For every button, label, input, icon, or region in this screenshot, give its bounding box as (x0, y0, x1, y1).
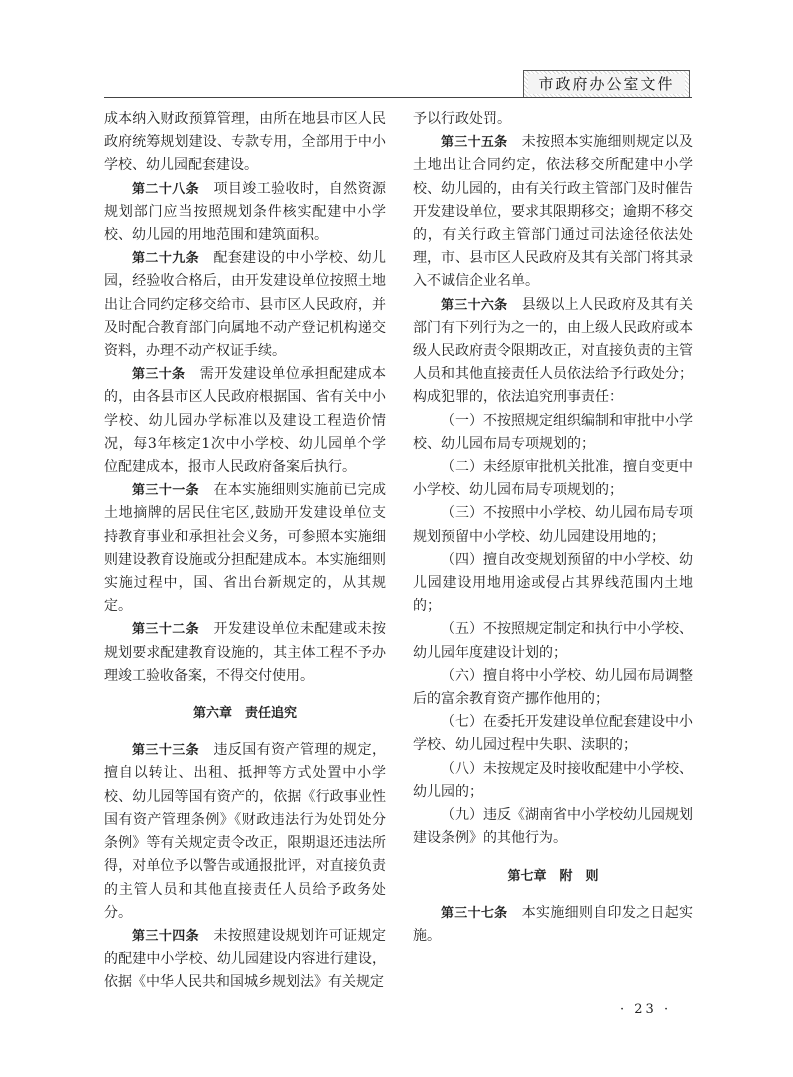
header-rule (104, 97, 692, 98)
header-title-box (523, 70, 690, 98)
article-text: 县级以上人民政府及其有关部门有下列行为之一的，由上级人民政府或本级人民政府责令限期改正，对直接负责的主管人员和其他直接责任人员依法给予行政处分；构成犯罪的，依法追究刑事责任： (413, 296, 693, 406)
article-36 (413, 294, 693, 410)
article-30 (104, 363, 386, 479)
article-text: 未按照建设规划许可证规定的配建中小学校、幼儿园建设内容进行建设，依据《中华人民共和国城乡规划法》有关规定 (104, 927, 387, 991)
article-33 (104, 739, 386, 925)
list-item: （二）未经原审批机关批准，擅自变更中小学校、幼儿园布局专项规划的； (413, 459, 693, 499)
list-item: （三）不按照中小学校、幼儿园布局专项规划预留中小学校、幼儿园建设用地的； (413, 505, 693, 545)
list-item: （五）不按照规定制定和执行中小学校、幼儿园年度建设计划的； (413, 621, 693, 661)
article-text: 需开发建设单位承担配建成本的，由各县市区人民政府根据国、省有关中小学校、幼儿园办学标准以及建设工程造价情况，每3年核定1次中小学校、幼儿园单个学位配建成本，报市人民政府备案后执行。 (104, 366, 387, 476)
header-title: 市政府办公室文件 (528, 74, 685, 94)
article-label: 第三十六条 (441, 297, 508, 313)
article-label: 第三十一条 (132, 483, 200, 499)
article-text: 本实施细则自印发之日起实施。 (413, 904, 693, 944)
article-28 (104, 178, 386, 248)
paragraph: 成本纳入财政预算管理，由所在地县市区人民政府统筹规划建设、专款专用，全部用于中小学校、幼儿园配套建设。 (104, 111, 386, 174)
article-label: 第三十五条 (441, 135, 508, 151)
article-label: 第三十三条 (132, 743, 200, 759)
article-35 (413, 131, 693, 293)
article-text: 项目竣工验收时，自然资源规划部门应当按照规划条件核实配建中小学校、幼儿园的用地范围和建筑面积。 (104, 180, 387, 244)
article-label: 第二十八条 (132, 181, 200, 197)
article-34 (104, 925, 386, 995)
list-item: （六）擅自将中小学校、幼儿园布局调整后的富余教育资产挪作他用的； (413, 667, 693, 708)
list-item: （一）不按照规定组织编制和审批中小学校、幼儿园布局专项规划的； (413, 412, 693, 452)
article-text: 违反国有资产管理的规定，擅自以转让、出租、抵押等方式处置中小学校、幼儿园等国有资产的，依据《行政事业性国有资产管理条例》《财政违法行为处罚处分条例》等有关规定责令改正，限期退还违法所得，对单位予以警告或通报批评，对直接负责的主管人员和其他直接责任人员给予政务处分。 (104, 742, 387, 921)
article-text: 配套建设的中小学校、幼儿园，经验收合格后，由开发建设单位按照土地出让合同约定移交给市、县市区人民政府，并及时配合教育部门向属地不动产登记机构递交资料，办理不动产权证手续。 (104, 250, 387, 360)
article-label: 第三十七条 (441, 905, 508, 921)
chapter-heading: 第六章 责任追究 (192, 706, 297, 722)
article-label: 第二十九条 (132, 251, 200, 267)
page-number: · 23 · (620, 1002, 672, 1017)
article-text: 在本实施细则实施前已完成土地摘牌的居民住宅区,鼓励开发建设单位支持教育事业和承担社会义务，可参照本实施细则建设教育设施或分担配建成本。本实施细则实施过程中，国、省出台新规定的，从其规定。 (104, 482, 387, 615)
article-32 (104, 618, 386, 688)
list-item: （九）违反《湖南省中小学校幼儿园规划建设条例》的其他行为。 (413, 807, 693, 847)
left-column (104, 108, 386, 995)
article-text: 开发建设单位未配建或未按规划要求配建教育设施的，其主体工程不予办理竣工验收备案，不得交付使用。 (104, 621, 387, 684)
article-29 (104, 247, 386, 363)
list-item: （四）擅自改变规划预留的中小学校、幼儿园建设用地用途或侵占其界线范围内土地的； (413, 551, 693, 615)
list-item: （七）在委托开发建设单位配套建设中小学校、幼儿园过程中失职、渎职的； (413, 714, 693, 754)
right-column (413, 108, 693, 948)
article-label: 第三十条 (132, 367, 186, 383)
chapter-heading: 第七章 附 则 (507, 868, 599, 884)
article-label: 第三十二条 (132, 622, 200, 638)
paragraph: 予以行政处罚。 (413, 111, 511, 127)
article-31 (104, 479, 386, 618)
article-label: 第三十四条 (132, 928, 200, 944)
article-37 (413, 902, 693, 948)
article-text: 未按照本实施细则规定以及土地出让合同约定，依法移交所配建中小学校、幼儿园的，由有关行政主管部门及时催告开发建设单位，要求其限期移交；逾期不移交的，有关行政主管部门通过司法途径依法处理，市、县市区人民政府及其有关部门将其录入不诚信企业名单。 (413, 134, 693, 290)
list-item: （八）未按规定及时接收配建中小学校、幼儿园的； (413, 760, 693, 800)
